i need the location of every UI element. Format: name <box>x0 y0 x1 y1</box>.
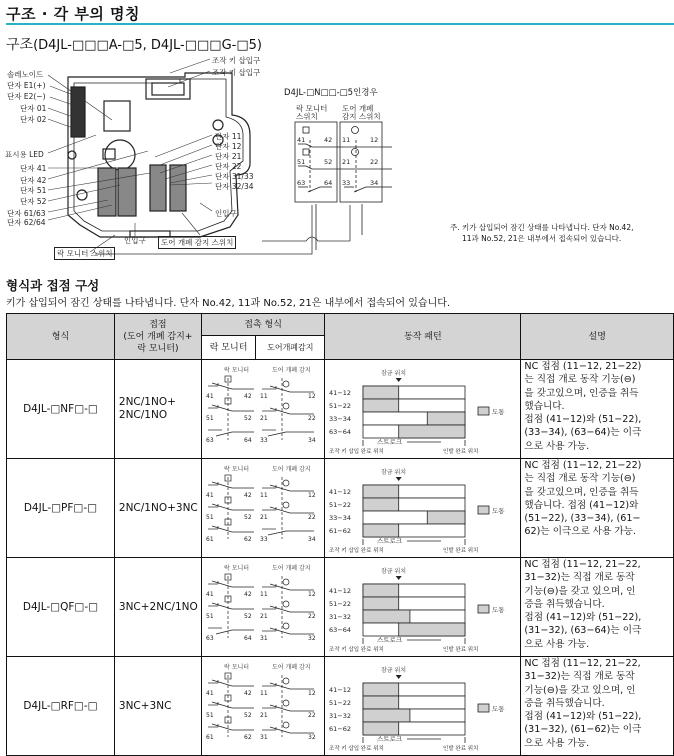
header-contact-type: 접촉 형식 <box>201 314 324 336</box>
contact-config-cell: 2NC/1NO+ 2NC/1NO <box>114 360 201 459</box>
callout-solenoid: 솔레노이드 <box>7 70 44 79</box>
svg-text:51: 51 <box>205 712 214 719</box>
callout-terminal-51: 단자 51 <box>20 186 47 195</box>
svg-text:42: 42 <box>243 492 252 499</box>
svg-text:51−22: 51−22 <box>329 600 352 608</box>
structure-heading-models: (D4JL-□□□A-□5, D4JL-□□□G-□5) <box>33 38 262 53</box>
svg-text:31: 31 <box>259 734 268 741</box>
svg-text:41: 41 <box>205 492 214 499</box>
svg-text:잠금 위치: 잠금 위치 <box>381 370 407 377</box>
contact-circuit-icon <box>202 657 320 752</box>
contacts-heading: 형식과 접점 구성 <box>6 278 100 293</box>
svg-text:도어 개폐 감지: 도어 개폐 감지 <box>271 466 311 473</box>
operation-pattern-cell <box>325 360 521 459</box>
variant-door-label-1: 도어 개폐 <box>342 104 374 113</box>
svg-text:34: 34 <box>307 536 316 543</box>
callout-terminal-42: 단자 42 <box>20 176 47 185</box>
svg-text:도어 개폐 감지: 도어 개폐 감지 <box>271 664 311 671</box>
svg-text:도통: 도통 <box>492 705 505 713</box>
callout-terminal-62-64: 단자 62/64 <box>7 218 46 227</box>
variant-t22: 22 <box>370 158 379 166</box>
contact-form-cell <box>201 657 324 756</box>
variant-t42: 42 <box>324 136 333 144</box>
contact-config-cell: 3NC+3NC <box>114 657 201 756</box>
svg-text:도통: 도통 <box>492 408 505 416</box>
callout-terminal-22: 단자 22 <box>215 162 242 171</box>
svg-text:41: 41 <box>205 393 214 400</box>
callout-indicator-led: 표시용 LED <box>5 150 44 159</box>
svg-text:잠금 위치: 잠금 위치 <box>381 469 407 476</box>
variant-t34: 34 <box>370 179 379 187</box>
table-row <box>7 459 674 558</box>
svg-text:인발 완료 위치: 인발 완료 위치 <box>443 647 479 653</box>
svg-text:61: 61 <box>205 536 214 543</box>
svg-text:22: 22 <box>307 712 316 719</box>
operation-pattern-chart <box>325 360 513 455</box>
callout-terminal-12: 단자 12 <box>215 142 242 151</box>
variant-t21: 21 <box>342 158 351 166</box>
callout-terminal-e1: 단자 E1(+) <box>7 81 46 90</box>
svg-text:조작 키 삽입 완료 위치: 조작 키 삽입 완료 위치 <box>329 548 385 554</box>
svg-text:잠금 위치: 잠금 위치 <box>381 667 407 674</box>
header-contact: 접점 (도어 개폐 감지+ 락 모니터) <box>114 314 201 360</box>
svg-text:64: 64 <box>243 437 252 444</box>
structure-heading <box>6 34 262 54</box>
svg-text:락 모니터: 락 모니터 <box>223 367 249 374</box>
svg-text:12: 12 <box>307 492 316 499</box>
svg-text:락 모니터: 락 모니터 <box>223 565 249 572</box>
variant-t41: 41 <box>297 136 306 144</box>
svg-text:11: 11 <box>259 690 268 697</box>
table-row <box>7 657 674 756</box>
svg-text:스트로크: 스트로크 <box>377 438 403 446</box>
svg-text:11: 11 <box>259 492 268 499</box>
structure-note-line-2: 11과 No.52, 21은 내부에서 접속되어 있습니다. <box>462 234 622 243</box>
title-divider <box>6 23 674 25</box>
callout-terminal-e2: 단자 E2(−) <box>7 92 46 101</box>
svg-text:41: 41 <box>205 591 214 598</box>
variant-lock-label-2: 스위치 <box>296 112 318 121</box>
svg-text:21: 21 <box>259 712 268 719</box>
callout-terminal-31-33: 단자 31/33 <box>215 172 254 181</box>
callout-terminal-41: 단자 41 <box>20 164 47 173</box>
svg-text:33: 33 <box>259 437 268 444</box>
variant-t52: 52 <box>324 158 333 166</box>
description-cell: NC 접점 (11−12, 21−22) 는 직접 개로 동작 기능(⊖) 을 갖고있으며, 인증을 취득 했습니다. 접점 (41−12)와 (51−22), (33−34), (61− 62)는 이극으로 사용 가능. <box>521 459 674 558</box>
contact-circuit-icon <box>202 360 320 455</box>
svg-text:12: 12 <box>307 591 316 598</box>
svg-text:33−34: 33−34 <box>329 514 352 522</box>
svg-text:31: 31 <box>259 635 268 642</box>
svg-text:인발 완료 위치: 인발 완료 위치 <box>443 449 479 455</box>
callout-terminal-32-34: 단자 32/34 <box>215 182 254 191</box>
description-cell: NC 접점 (11−12, 21−22, 31−32)는 직접 개로 동작 기능(⊖)을 갖고 있으며, 인 증을 취득했습니다. 접점 (41−12)와 (51−22), (31−32), (61−62)는 이극 으로 사용 가능. <box>521 657 674 756</box>
callout-terminal-52: 단자 52 <box>20 197 47 206</box>
svg-text:잠금 위치: 잠금 위치 <box>381 568 407 575</box>
svg-text:33−34: 33−34 <box>329 415 352 423</box>
contact-circuit-icon <box>202 558 320 653</box>
svg-text:41−12: 41−12 <box>329 488 352 496</box>
svg-text:52: 52 <box>243 712 252 719</box>
svg-text:31−32: 31−32 <box>329 613 352 621</box>
svg-text:61−62: 61−62 <box>329 527 352 535</box>
svg-text:도어 개폐 감지: 도어 개폐 감지 <box>271 565 311 572</box>
svg-text:32: 32 <box>307 734 316 741</box>
operation-pattern-cell <box>325 657 521 756</box>
lock-position-marker <box>396 675 402 679</box>
lock-switch-label: 락 모니터 스위치 <box>54 247 115 260</box>
svg-text:42: 42 <box>243 690 252 697</box>
header-description: 설명 <box>521 314 674 360</box>
svg-text:51−22: 51−22 <box>329 699 352 707</box>
lock-position-marker <box>396 576 402 580</box>
header-lock-monitor: 락 모니터 <box>201 336 255 360</box>
variant-t12: 12 <box>370 136 379 144</box>
svg-text:32: 32 <box>307 635 316 642</box>
contact-config-cell: 3NC+2NC/1NO <box>114 558 201 657</box>
svg-text:인발 완료 위치: 인발 완료 위치 <box>443 746 479 752</box>
svg-text:스트로크: 스트로크 <box>377 636 403 644</box>
svg-text:조작 키 삽입 완료 위치: 조작 키 삽입 완료 위치 <box>329 647 385 653</box>
callout-terminal-21: 단자 21 <box>215 152 242 161</box>
svg-text:31−32: 31−32 <box>329 712 352 720</box>
svg-text:스트로크: 스트로크 <box>377 735 403 743</box>
variant-t63: 63 <box>297 179 306 187</box>
structure-note <box>450 222 674 244</box>
header-model: 형식 <box>7 314 115 360</box>
svg-text:63−64: 63−64 <box>329 428 352 436</box>
door-switch-label: 도어 개폐 감지 스위치 <box>158 236 236 249</box>
variant-circuit-diagram <box>290 120 400 250</box>
svg-text:41−12: 41−12 <box>329 686 352 694</box>
svg-text:51: 51 <box>205 415 214 422</box>
contact-form-cell <box>201 459 324 558</box>
structure-note-line-1: 주. 키가 삽입되어 잠긴 상태를 나타냅니다. 단자 No.42, <box>450 223 634 232</box>
variant-t33: 33 <box>342 179 351 187</box>
svg-text:21: 21 <box>259 514 268 521</box>
callout-terminal-02: 단자 02 <box>20 115 47 124</box>
svg-text:조작 키 삽입 완료 위치: 조작 키 삽입 완료 위치 <box>329 746 385 752</box>
callout-terminal-11: 단자 11 <box>215 132 242 141</box>
svg-text:52: 52 <box>243 514 252 521</box>
description-cell: NC 접점 (11−12, 21−22, 31−32)는 직접 개로 동작 기능(⊖)을 갖고 있으며, 인 증을 취득했습니다. 접점 (41−12)와 (51−22), (31−32), (63−64)는 이극 으로 사용 가능. <box>521 558 674 657</box>
operation-pattern-cell <box>325 459 521 558</box>
svg-text:22: 22 <box>307 613 316 620</box>
svg-text:41−12: 41−12 <box>329 389 352 397</box>
svg-text:11: 11 <box>259 591 268 598</box>
callout-conduit-right: 인입구 <box>215 209 237 218</box>
svg-text:63: 63 <box>205 437 214 444</box>
operation-pattern-chart <box>325 459 513 554</box>
variant-title: D4JL-□N□□-□5인경우 <box>284 88 378 98</box>
contact-config-cell: 2NC/1NO+3NC <box>114 459 201 558</box>
svg-text:51: 51 <box>205 514 214 521</box>
table-row <box>7 360 674 459</box>
svg-text:61−62: 61−62 <box>329 725 352 733</box>
callout-conduit-bottom: 인입구 <box>124 236 146 245</box>
operation-pattern-chart <box>325 558 513 653</box>
svg-text:63: 63 <box>205 635 214 642</box>
lock-position-marker <box>396 477 402 481</box>
lock-position-marker <box>396 378 402 382</box>
table-row <box>7 558 674 657</box>
callout-terminal-61-63: 단자 61/63 <box>7 209 46 218</box>
variant-t64: 64 <box>324 179 333 187</box>
svg-text:42: 42 <box>243 591 252 598</box>
svg-text:21: 21 <box>259 415 268 422</box>
svg-text:도통: 도통 <box>492 606 505 614</box>
model-cell: D4JL-□QF□-□ <box>7 558 115 657</box>
svg-text:42: 42 <box>243 393 252 400</box>
contact-form-cell <box>201 558 324 657</box>
contact-circuit-icon <box>202 459 320 554</box>
svg-text:63−64: 63−64 <box>329 626 352 634</box>
svg-text:스트로크: 스트로크 <box>377 537 403 545</box>
operation-pattern-chart <box>325 657 513 752</box>
header-door-detect: 도어개폐감지 <box>256 336 325 360</box>
svg-text:61: 61 <box>205 734 214 741</box>
svg-text:62: 62 <box>243 734 252 741</box>
header-pattern: 동작 패턴 <box>325 314 521 360</box>
contacts-subtitle: 키가 삽입되어 잠긴 상태를 나타냅니다. 단자 No.42, 11과 No.52, 21은 내부에서 접속되어 있습니다. <box>6 298 451 309</box>
variant-t11: 11 <box>342 136 351 144</box>
variant-lock-label-1: 락 모니터 <box>296 104 328 113</box>
model-cell: D4JL-□NF□-□ <box>7 360 115 459</box>
page-title: 구조 · 각 부의 명칭 <box>6 5 141 23</box>
svg-text:51−22: 51−22 <box>329 501 352 509</box>
operation-pattern-cell <box>325 558 521 657</box>
variant-t51: 51 <box>297 158 306 166</box>
contacts-table <box>6 313 674 756</box>
svg-text:64: 64 <box>243 635 252 642</box>
svg-text:21: 21 <box>259 613 268 620</box>
callout-terminal-01: 단자 01 <box>20 104 47 113</box>
svg-text:도어 개폐 감지: 도어 개폐 감지 <box>271 367 311 374</box>
variant-door-label-2: 감지 스위치 <box>342 112 381 121</box>
description-cell: NC 접점 (11−12, 21−22) 는 직접 개로 동작 기능(⊖) 을 갖고있으며, 인증을 취득 했습니다. 접점 (41−12)와 (51−22), (33−34), (63−64)는 이극 으로 사용 가능. <box>521 360 674 459</box>
svg-text:락 모니터: 락 모니터 <box>223 664 249 671</box>
svg-text:22: 22 <box>307 415 316 422</box>
structure-heading-prefix: 구조 <box>6 37 34 53</box>
model-cell: D4JL-□RF□-□ <box>7 657 115 756</box>
svg-text:41−12: 41−12 <box>329 587 352 595</box>
svg-text:62: 62 <box>243 536 252 543</box>
svg-text:51−22: 51−22 <box>329 402 352 410</box>
callout-key-slot-2: 조작 키 삽입구 <box>212 68 261 77</box>
svg-text:조작 키 삽입 완료 위치: 조작 키 삽입 완료 위치 <box>329 449 385 455</box>
svg-text:인발 완료 위치: 인발 완료 위치 <box>443 548 479 554</box>
svg-text:도통: 도통 <box>492 507 505 515</box>
svg-text:22: 22 <box>307 514 316 521</box>
callout-key-slot-1: 조작 키 삽입구 <box>212 56 261 65</box>
model-cell: D4JL-□PF□-□ <box>7 459 115 558</box>
svg-text:41: 41 <box>205 690 214 697</box>
svg-text:52: 52 <box>243 613 252 620</box>
svg-text:12: 12 <box>307 690 316 697</box>
svg-text:51: 51 <box>205 613 214 620</box>
svg-text:12: 12 <box>307 393 316 400</box>
svg-text:33: 33 <box>259 536 268 543</box>
svg-text:34: 34 <box>307 437 316 444</box>
contact-form-cell <box>201 360 324 459</box>
svg-text:52: 52 <box>243 415 252 422</box>
svg-text:락 모니터: 락 모니터 <box>223 466 249 473</box>
svg-text:11: 11 <box>259 393 268 400</box>
